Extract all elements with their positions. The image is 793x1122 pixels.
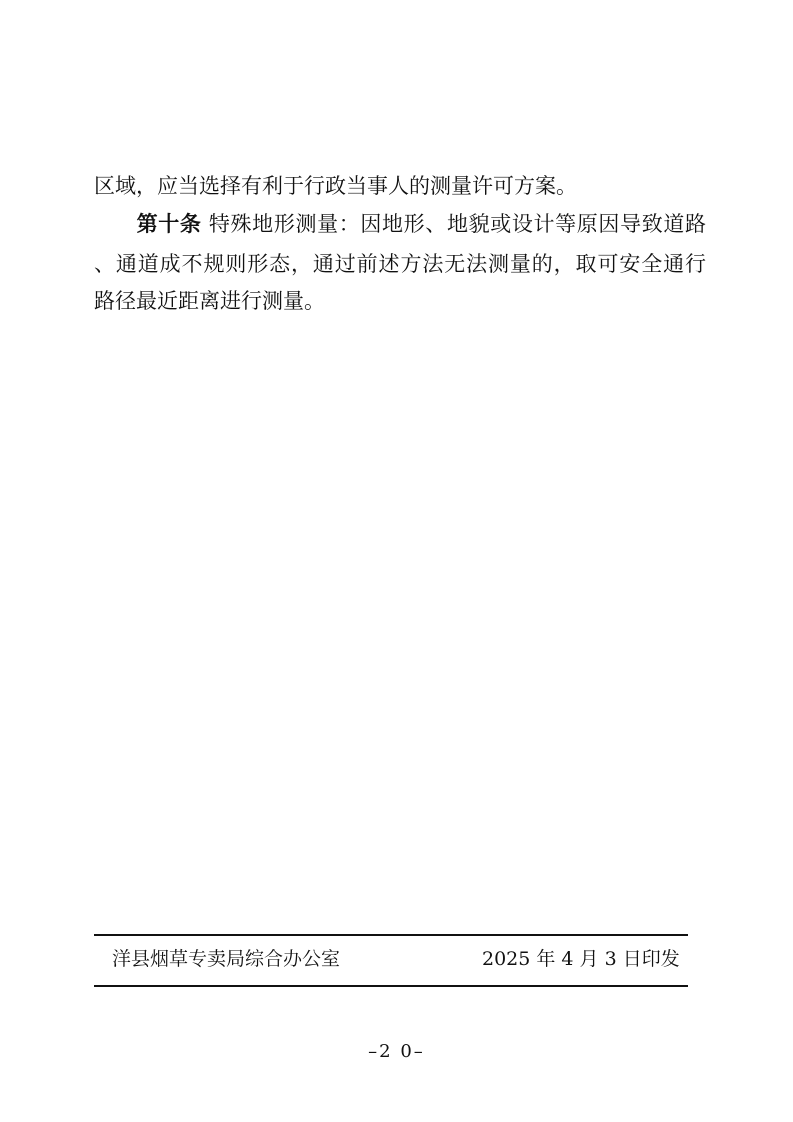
footer-bottom-rule bbox=[94, 985, 688, 987]
footer-top-rule bbox=[94, 934, 688, 936]
article-10-first-line bbox=[94, 210, 706, 238]
body-text: 、通道成不规则形态，通过前述方法无法测量的，取可安全通行 bbox=[94, 252, 706, 276]
body-paragraph-line bbox=[94, 172, 706, 200]
issuing-office: 洋县烟草专卖局综合办公室 bbox=[112, 948, 341, 970]
body-paragraph-line bbox=[94, 250, 706, 278]
article-text: 特殊地形测量：因地形、地貌或设计等原因导致道路 bbox=[201, 212, 706, 236]
body-paragraph-line bbox=[94, 287, 706, 315]
issue-date: 2025 年 4 月 3 日印发 bbox=[482, 948, 680, 970]
body-text: 路径最近距离进行测量。 bbox=[94, 289, 325, 313]
body-text: 区域，应当选择有利于行政当事人的测量许可方案。 bbox=[94, 174, 577, 198]
page-number: –2 0– bbox=[368, 1041, 425, 1062]
article-label: 第十条 bbox=[136, 212, 202, 236]
